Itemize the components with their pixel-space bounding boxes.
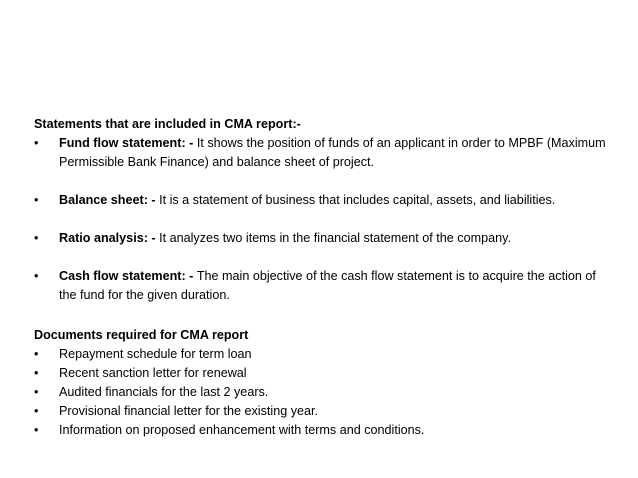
bullet-text: It is a statement of business that includes capital, assets, and liabilities. [159,193,556,207]
bullet-icon: • [34,136,39,150]
list-item-document [34,383,609,402]
bullet-text: Information on proposed enhancement with terms and conditions. [59,423,425,437]
list-item-fund-flow [34,134,609,172]
bullet-icon: • [34,366,39,380]
list-item-balance-sheet [34,191,609,210]
bullet-term: Balance sheet: - [59,193,160,207]
bullet-icon: • [34,423,39,437]
bullet-icon: • [34,193,39,207]
bullet-icon: • [34,347,39,361]
bullet-text: Recent sanction letter for renewal [59,366,247,380]
bullet-term: Ratio analysis: - [59,231,160,245]
bullet-text: Repayment schedule for term loan [59,347,252,361]
bullet-text: It analyzes two items in the financial statement of the company. [159,231,511,245]
list-item-cash-flow [34,267,609,305]
bullet-icon: • [34,269,39,283]
list-item-document [34,345,609,364]
list-item-document [34,364,609,383]
bullet-text: The main objective of the cash flow statement is to acquire the action of the fund for the given duration. [59,269,596,302]
section-heading-statements: Statements that are included in CMA report:- [34,117,301,131]
slide-content [34,115,609,440]
section-heading-documents: Documents required for CMA report [34,328,249,342]
bullet-term: Fund flow statement: - [59,136,197,150]
list-item-ratio-analysis [34,229,609,248]
bullet-icon: • [34,385,39,399]
list-item-document [34,421,609,440]
list-item-document [34,402,609,421]
bullet-icon: • [34,404,39,418]
bullet-text: Audited financials for the last 2 years. [59,385,269,399]
bullet-icon: • [34,231,39,245]
bullet-text: It shows the position of funds of an applicant in order to MPBF (Maximum Permissible Bank Finance) and balance sheet of project. [59,136,606,169]
bullet-term: Cash flow statement: - [59,269,197,283]
bullet-text: Provisional financial letter for the existing year. [59,404,319,418]
